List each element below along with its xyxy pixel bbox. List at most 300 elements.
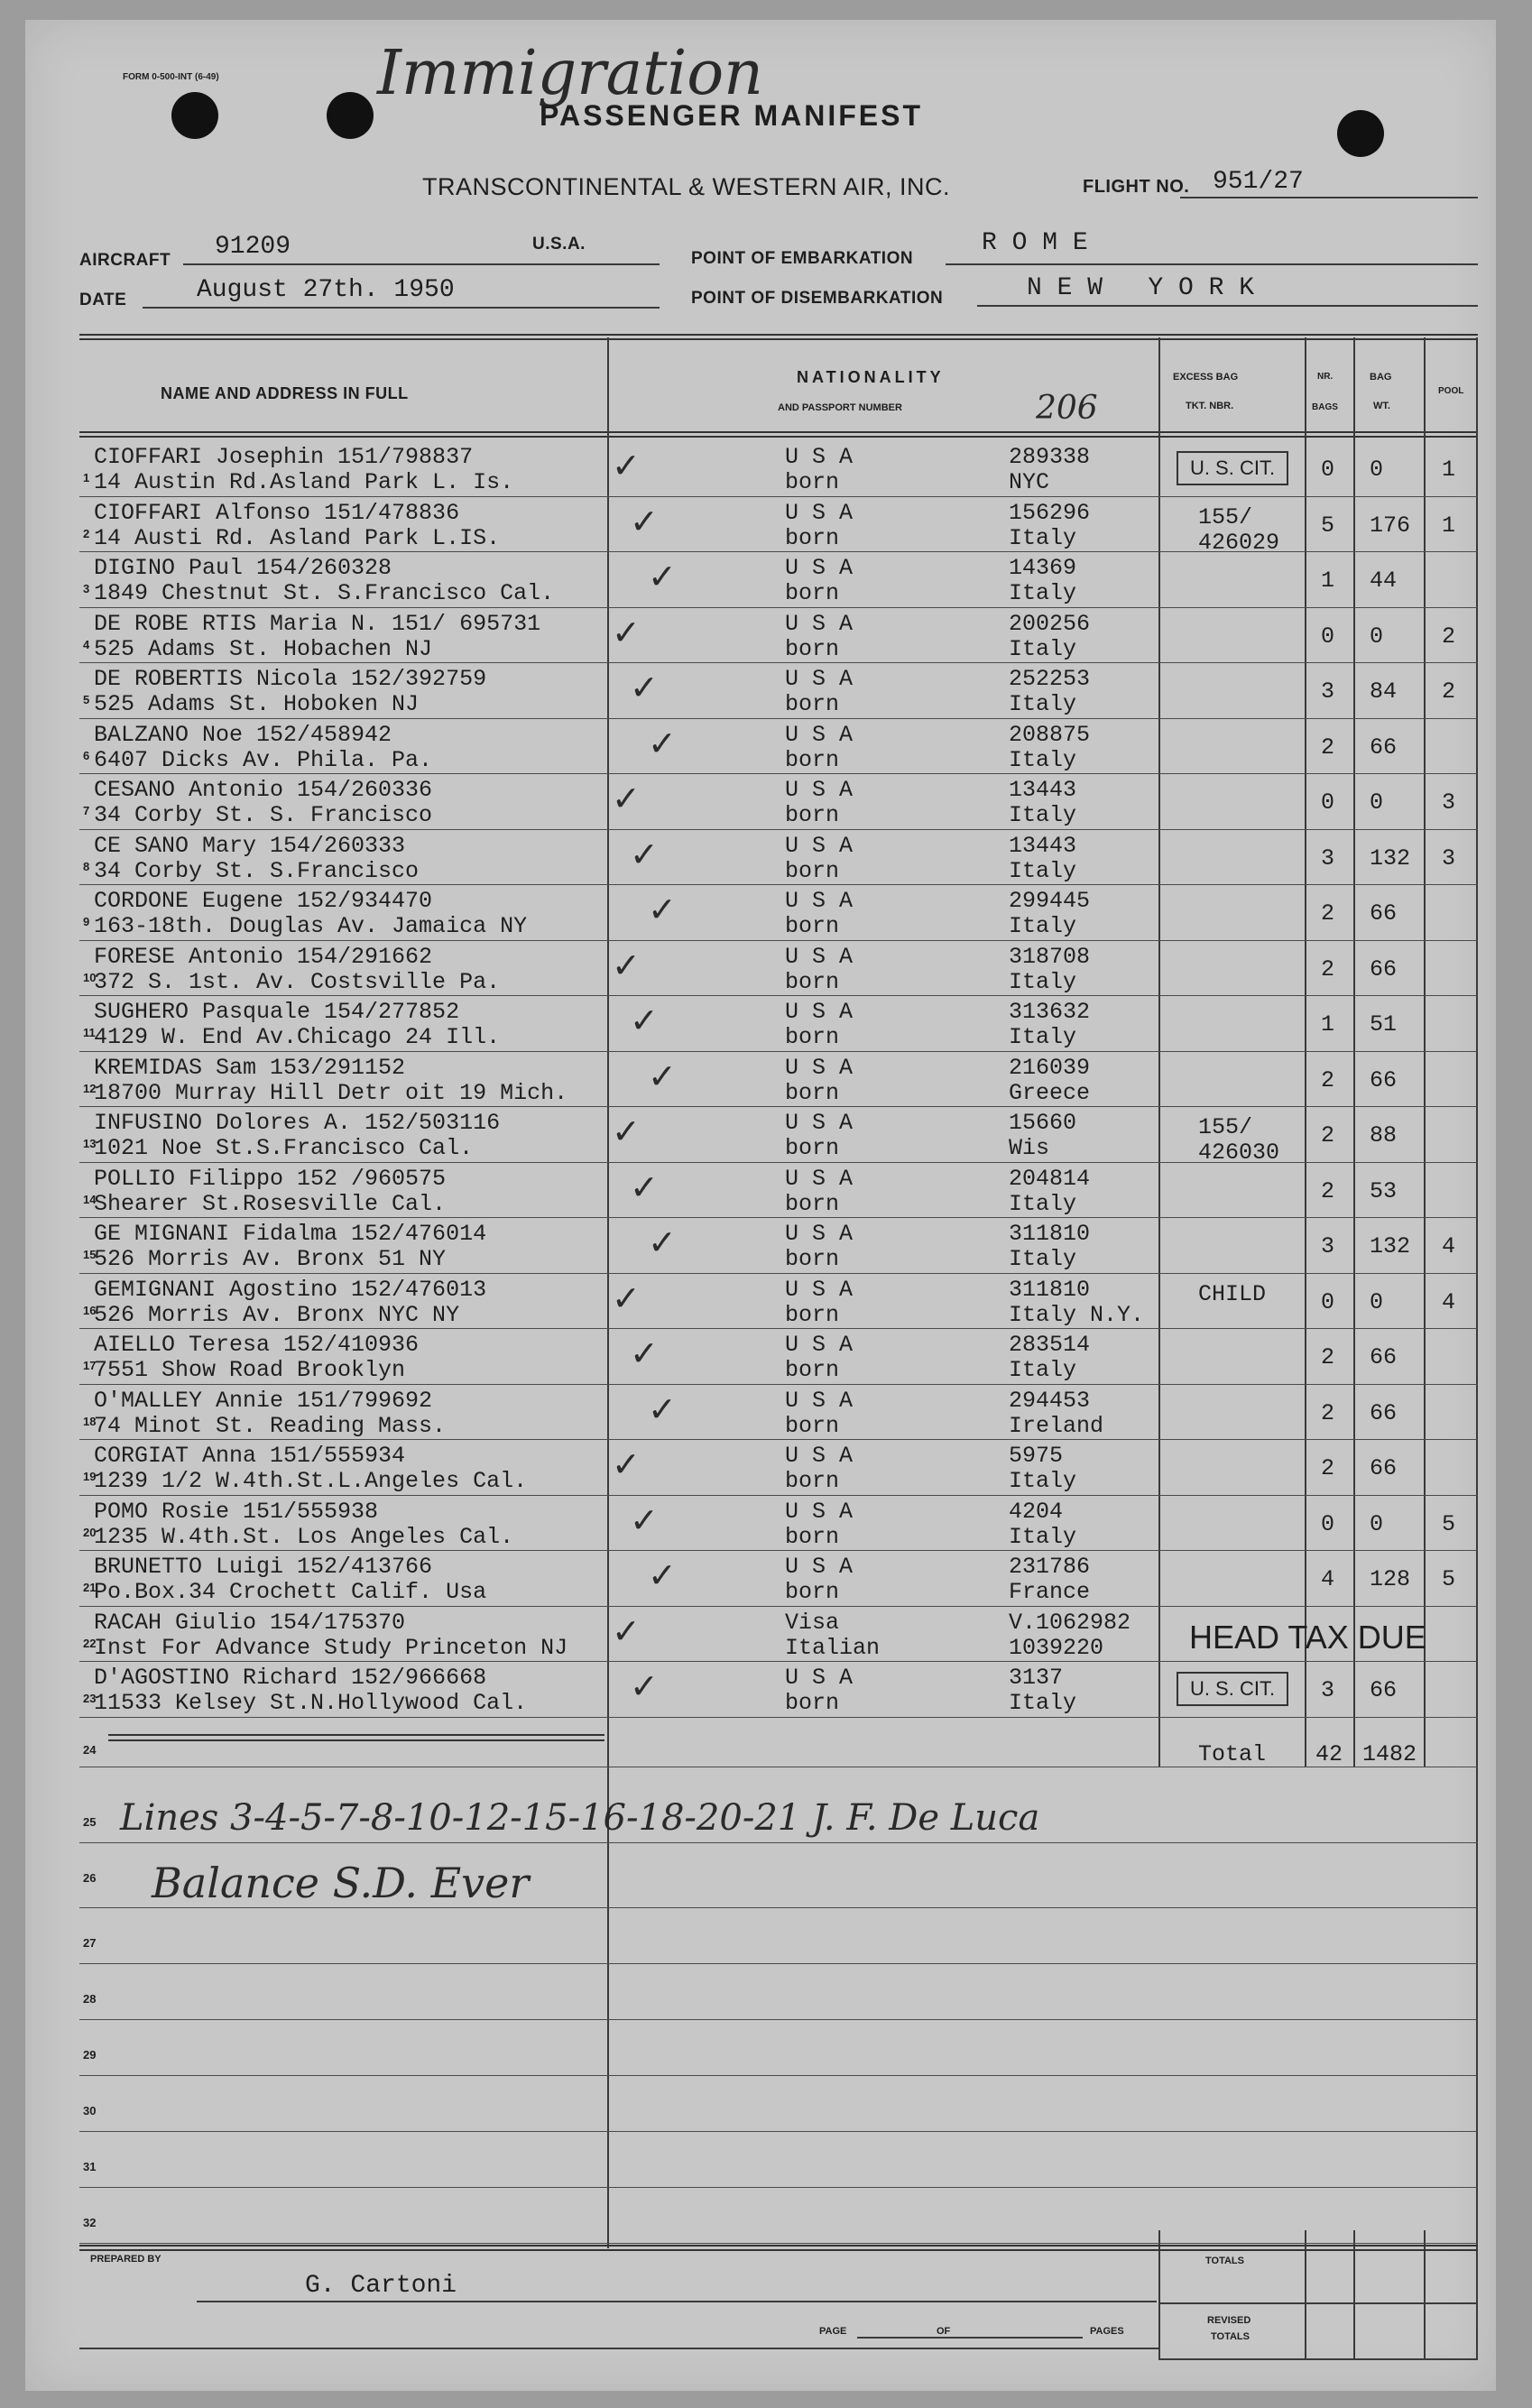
birthplace: Italy — [1009, 746, 1077, 773]
disembarkation-label: POINT OF DISEMBARKATION — [691, 289, 944, 308]
prepared-underline — [197, 2301, 1157, 2302]
line-number: 20 — [83, 1525, 97, 1539]
nationality: U S A — [785, 943, 854, 970]
nationality-detail: born — [785, 1579, 840, 1605]
flight-number: 951/27 — [1213, 168, 1304, 196]
nationality-detail: born — [785, 913, 840, 939]
nationality: U S A — [785, 777, 854, 803]
total-label: Total — [1198, 1741, 1267, 1767]
bag-weight: 128 — [1370, 1566, 1411, 1592]
bag-count: 2 — [1321, 1399, 1335, 1426]
row-divider — [79, 2131, 1478, 2132]
line-number: 16 — [83, 1303, 97, 1317]
passenger-name: SUGHERO Pasquale 154/277852 — [94, 999, 460, 1025]
passport-number: 5975 — [1009, 1443, 1064, 1469]
handwritten-count: 206 — [1036, 390, 1098, 427]
total-weight: 1482 — [1362, 1741, 1417, 1767]
head-tax-stamp: HEAD TAX DUE — [1189, 1618, 1426, 1656]
passport-number: 15660 — [1009, 1110, 1077, 1136]
nationality-detail: born — [785, 635, 840, 662]
row-divider — [79, 1162, 1478, 1163]
handwritten-title: Immigration — [377, 38, 763, 109]
birthplace: Italy — [1009, 1523, 1077, 1550]
passenger-name: BRUNETTO Luigi 152/413766 — [94, 1554, 433, 1580]
line-number: 31 — [83, 2160, 97, 2173]
bag-count: 2 — [1321, 1066, 1335, 1093]
line-number: 10 — [83, 970, 97, 984]
bag-weight: 0 — [1370, 789, 1384, 816]
birthplace: Italy — [1009, 691, 1077, 717]
row-divider — [79, 940, 1478, 941]
nationality-detail: born — [785, 1301, 840, 1328]
checkmark-icon: ✓ — [648, 1224, 677, 1262]
row-divider — [79, 773, 1478, 774]
pool-number: 1 — [1442, 457, 1456, 483]
checkmark-icon: ✓ — [630, 1002, 659, 1040]
checkmark-icon: ✓ — [648, 1557, 677, 1595]
column-header-divider — [79, 431, 1478, 438]
bag-count: 1 — [1321, 1011, 1335, 1038]
nationality-detail: born — [785, 691, 840, 717]
birthplace: Italy — [1009, 968, 1077, 995]
passenger-name: CORDONE Eugene 152/934470 — [94, 888, 433, 914]
passport-number: 208875 — [1009, 721, 1091, 748]
nationality: U S A — [785, 1332, 854, 1358]
row-divider — [79, 1495, 1478, 1496]
checkmark-icon: ✓ — [648, 1390, 677, 1429]
row-line-26 — [79, 1907, 1478, 1908]
disembarkation-underline — [977, 305, 1478, 307]
nationality: U S A — [785, 666, 854, 692]
line-number: 4 — [83, 637, 90, 651]
nationality-detail: born — [785, 1246, 840, 1272]
line-number: 12 — [83, 1081, 97, 1095]
checkmark-icon: ✓ — [612, 1279, 641, 1318]
form-number: FORM 0-500-INT (6-49) — [123, 72, 219, 82]
bag-count: 2 — [1321, 733, 1335, 761]
passenger-name: POMO Rosie 151/555938 — [94, 1498, 379, 1525]
bag-weight: 66 — [1370, 955, 1398, 983]
passenger-address: 372 S. 1st. Av. Costsville Pa. — [94, 968, 501, 995]
passenger-address: 1021 Noe St.S.Francisco Cal. — [94, 1135, 474, 1161]
checkmark-icon: ✓ — [612, 946, 641, 985]
nationality-detail: Italian — [785, 1634, 881, 1661]
birthplace: 1039220 — [1009, 1634, 1104, 1661]
footer-divider — [79, 2245, 1478, 2251]
checkmark-icon: ✓ — [612, 1612, 641, 1651]
passenger-address: 525 Adams St. Hoboken NJ — [94, 691, 420, 717]
nationality: U S A — [785, 444, 854, 470]
row-divider — [79, 1273, 1478, 1274]
passenger-address: 11533 Kelsey St.N.Hollywood Cal. — [94, 1690, 528, 1716]
col-divider-name — [607, 337, 609, 2248]
passport-number: 299445 — [1009, 888, 1091, 914]
bag-weight: 176 — [1370, 512, 1411, 539]
bag-count: 0 — [1321, 789, 1335, 816]
row-divider — [79, 884, 1478, 885]
col-passport: AND PASSPORT NUMBER — [778, 402, 902, 413]
bag-weight: 66 — [1370, 900, 1398, 927]
line-number: 8 — [83, 859, 90, 873]
passenger-name: RACAH Giulio 154/175370 — [94, 1609, 406, 1636]
checkmark-icon: ✓ — [612, 614, 641, 652]
checkmark-icon: ✓ — [630, 1501, 659, 1540]
passenger-address: 526 Morris Av. Bronx 51 NY — [94, 1246, 447, 1272]
nationality-detail: born — [785, 968, 840, 995]
checkmark-icon: ✓ — [630, 1335, 659, 1373]
birthplace: Italy — [1009, 1357, 1077, 1383]
passenger-address: 163-18th. Douglas Av. Jamaica NY — [94, 913, 528, 939]
row-divider — [79, 607, 1478, 608]
col-nr-1: NR. — [1317, 372, 1334, 382]
passport-number: 13443 — [1009, 777, 1077, 803]
pool-number: 2 — [1442, 678, 1456, 705]
bag-count: 2 — [1321, 1122, 1335, 1149]
passport-number: 313632 — [1009, 999, 1091, 1025]
bag-count: 2 — [1321, 1344, 1335, 1370]
nationality: U S A — [785, 1221, 854, 1247]
passenger-name: BALZANO Noe 152/458942 — [94, 721, 392, 748]
passenger-address: 74 Minot St. Reading Mass. — [94, 1412, 447, 1439]
line-number: 2 — [83, 526, 90, 540]
line-number: 30 — [83, 2104, 97, 2117]
checkmark-icon: ✓ — [648, 558, 677, 596]
bag-weight: 66 — [1370, 733, 1398, 761]
handwritten-balance-note: Balance S.D. Ever — [152, 1859, 530, 1907]
total-bags: 42 — [1315, 1741, 1343, 1767]
page-label: PAGE — [819, 2326, 847, 2337]
row-divider — [79, 2075, 1478, 2076]
prepared-by-value: G. Cartoni — [305, 2272, 457, 2300]
aircraft-label: AIRCRAFT — [79, 251, 171, 270]
checkmark-icon: ✓ — [612, 1446, 641, 1484]
pool-number: 3 — [1442, 789, 1456, 816]
manifest-page — [25, 20, 1496, 2391]
nationality: U S A — [785, 1054, 854, 1081]
passenger-name: FORESE Antonio 154/291662 — [94, 943, 433, 970]
passenger-name: CE SANO Mary 154/260333 — [94, 832, 406, 859]
line-number: 5 — [83, 693, 90, 706]
line-number: 24 — [83, 1743, 97, 1757]
line-number: 6 — [83, 748, 90, 762]
row-divider — [79, 662, 1478, 663]
row-line-25 — [79, 1842, 1478, 1843]
struck-entry — [108, 1734, 604, 1741]
col-excess-1: EXCESS BAG — [1173, 372, 1239, 383]
date-label: DATE — [79, 291, 127, 309]
col-name-address: NAME AND ADDRESS IN FULL — [161, 384, 409, 402]
nationality: U S A — [785, 1443, 854, 1469]
passport-number: 14369 — [1009, 555, 1077, 581]
row-divider — [79, 829, 1478, 830]
bag-weight: 0 — [1370, 623, 1384, 650]
nationality-detail: born — [785, 802, 840, 828]
passenger-name: KREMIDAS Sam 153/291152 — [94, 1054, 406, 1081]
nationality-detail: born — [785, 1357, 840, 1383]
line-number: 18 — [83, 1414, 97, 1428]
passport-number: 216039 — [1009, 1054, 1091, 1081]
line-number: 28 — [83, 1992, 97, 2006]
row-divider — [79, 1661, 1478, 1662]
bag-weight: 0 — [1370, 457, 1384, 483]
bag-weight: 51 — [1370, 1011, 1398, 1038]
passenger-name: DE ROBE RTIS Maria N. 151/ 695731 — [94, 610, 541, 637]
line-number: 13 — [83, 1137, 97, 1150]
flight-date: August 27th. 1950 — [197, 276, 455, 304]
bag-weight: 84 — [1370, 678, 1398, 705]
nationality: U S A — [785, 610, 854, 637]
passenger-address: 7551 Show Road Brooklyn — [94, 1357, 406, 1383]
birthplace: Italy — [1009, 1468, 1077, 1494]
nationality-detail: born — [785, 1135, 840, 1161]
bag-weight: 132 — [1370, 844, 1411, 872]
bag-weight: 0 — [1370, 1510, 1384, 1537]
nationality: U S A — [785, 555, 854, 581]
passport-number: 13443 — [1009, 832, 1077, 859]
nationality-detail: born — [785, 857, 840, 884]
row-divider — [79, 2019, 1478, 2020]
passenger-name: AIELLO Teresa 152/410936 — [94, 1332, 420, 1358]
line-number: 3 — [83, 582, 90, 595]
passenger-name: GEMIGNANI Agostino 152/476013 — [94, 1276, 487, 1303]
bag-count: 3 — [1321, 678, 1335, 705]
nationality-detail: born — [785, 1079, 840, 1106]
passport-number: 289338 — [1009, 444, 1091, 470]
checkmark-icon: ✓ — [630, 503, 659, 541]
nationality: U S A — [785, 1110, 854, 1136]
bag-count: 1 — [1321, 567, 1335, 594]
handwritten-lines-note: Lines 3-4-5-7-8-10-12-15-16-18-20-21 J. F. De Luca — [120, 1797, 1040, 1839]
prepared-by-label: PREPARED BY — [90, 2254, 162, 2265]
embarkation-value: R O M E — [982, 229, 1088, 257]
passenger-address: 4129 W. End Av.Chicago 24 Ill. — [94, 1024, 501, 1050]
passenger-address: Inst For Advance Study Princeton NJ — [94, 1634, 568, 1661]
bag-count: 2 — [1321, 955, 1335, 983]
bag-count: 2 — [1321, 900, 1335, 927]
col-wt-1: BAG — [1370, 372, 1392, 383]
birthplace: NYC — [1009, 469, 1050, 495]
passport-number: 156296 — [1009, 499, 1091, 526]
excess-ticket: 155/ 426030 — [1198, 1114, 1280, 1166]
bag-count: 0 — [1321, 1288, 1335, 1315]
nationality: U S A — [785, 832, 854, 859]
bag-count: 3 — [1321, 1677, 1335, 1703]
passport-number: 200256 — [1009, 610, 1091, 637]
row-divider — [79, 1439, 1478, 1440]
pool-number: 1 — [1442, 512, 1456, 539]
embarkation-underline — [946, 263, 1478, 265]
passenger-address: 526 Morris Av. Bronx NYC NY — [94, 1301, 460, 1328]
passport-number: 311810 — [1009, 1276, 1091, 1303]
bag-count: 0 — [1321, 623, 1335, 650]
row-divider — [79, 1717, 1478, 1718]
passenger-name: D'AGOSTINO Richard 152/966668 — [94, 1665, 487, 1691]
bag-weight: 66 — [1370, 1399, 1398, 1426]
passenger-address: 525 Adams St. Hobachen NJ — [94, 635, 433, 662]
nationality-detail: born — [785, 1024, 840, 1050]
passenger-address: 1239 1/2 W.4th.St.L.Angeles Cal. — [94, 1468, 528, 1494]
checkmark-icon: ✓ — [648, 1057, 677, 1096]
passenger-address: 14 Austi Rd. Asland Park L.IS. — [94, 524, 501, 551]
bottom-underline — [79, 2348, 1158, 2349]
nationality-detail: born — [785, 746, 840, 773]
passenger-address: Po.Box.34 Crochett Calif. Usa — [94, 1579, 487, 1605]
bag-weight: 66 — [1370, 1066, 1398, 1093]
checkmark-icon: ✓ — [612, 447, 641, 485]
line-number: 11 — [83, 1026, 96, 1039]
nationality: U S A — [785, 888, 854, 914]
birthplace: Italy — [1009, 1024, 1077, 1050]
row-divider — [79, 2187, 1478, 2188]
passenger-name: GE MIGNANI Fidalma 152/476014 — [94, 1221, 487, 1247]
passenger-address: 1849 Chestnut St. S.Francisco Cal. — [94, 580, 555, 606]
col-excess-2: TKT. NBR. — [1186, 401, 1234, 411]
bag-weight: 88 — [1370, 1122, 1398, 1149]
aircraft-underline — [183, 263, 660, 265]
passport-number: 318708 — [1009, 943, 1091, 970]
passenger-name: DE ROBERTIS Nicola 152/392759 — [94, 666, 487, 692]
col-nationality: NATIONALITY — [797, 368, 945, 386]
disembarkation-value: N E W Y O R K — [1027, 274, 1255, 302]
punch-hole-right — [1337, 110, 1384, 157]
bag-weight: 66 — [1370, 1344, 1398, 1370]
row-divider — [79, 551, 1478, 552]
line-number: 7 — [83, 804, 90, 817]
nationality: U S A — [785, 999, 854, 1025]
bag-count: 0 — [1321, 1510, 1335, 1537]
nationality: U S A — [785, 499, 854, 526]
passenger-address: 14 Austin Rd.Asland Park L. Is. — [94, 469, 514, 495]
bag-count: 2 — [1321, 1177, 1335, 1204]
nationality: U S A — [785, 1498, 854, 1525]
birthplace: Italy — [1009, 580, 1077, 606]
checkmark-icon: ✓ — [630, 669, 659, 707]
row-divider — [79, 1384, 1478, 1385]
page-underline — [857, 2337, 1083, 2339]
punch-hole-center — [327, 92, 374, 139]
us-citizen-stamp: U. S. CIT. — [1177, 451, 1288, 485]
row-divider — [79, 995, 1478, 996]
passenger-name: INFUSINO Dolores A. 152/503116 — [94, 1110, 501, 1136]
passport-number: 231786 — [1009, 1554, 1091, 1580]
birthplace: Italy — [1009, 1190, 1077, 1217]
bag-weight: 0 — [1370, 1288, 1384, 1315]
excess-ticket: 155/ 426029 — [1198, 503, 1280, 556]
excess-ticket: CHILD — [1198, 1280, 1267, 1307]
line-number: 25 — [83, 1815, 97, 1829]
nationality: U S A — [785, 1276, 854, 1303]
checkmark-icon: ✓ — [648, 891, 677, 929]
nationality: U S A — [785, 721, 854, 748]
line-number: 19 — [83, 1470, 97, 1483]
row-divider — [79, 1606, 1478, 1607]
birthplace: Italy — [1009, 857, 1077, 884]
birthplace: Italy — [1009, 1690, 1077, 1716]
row-divider — [79, 718, 1478, 719]
row-divider — [79, 1328, 1478, 1329]
date-underline — [143, 307, 660, 309]
pages-label: PAGES — [1090, 2326, 1124, 2337]
passenger-name: O'MALLEY Annie 151/799692 — [94, 1387, 433, 1414]
row-divider — [79, 2243, 1478, 2244]
passenger-address: 1235 W.4th.St. Los Angeles Cal. — [94, 1523, 514, 1550]
birthplace: Italy N.Y. — [1009, 1301, 1145, 1328]
nationality-detail: born — [785, 469, 840, 495]
col-wt-2: WT. — [1373, 401, 1390, 411]
passenger-name: CESANO Antonio 154/260336 — [94, 777, 433, 803]
nationality-detail: born — [785, 1690, 840, 1716]
passenger-name: CIOFFARI Josephin 151/798837 — [94, 444, 474, 470]
passenger-name: CORGIAT Anna 151/555934 — [94, 1443, 406, 1469]
pool-number: 4 — [1442, 1233, 1456, 1259]
checkmark-icon: ✓ — [630, 835, 659, 874]
bag-weight: 53 — [1370, 1177, 1398, 1204]
header-divider — [79, 334, 1478, 340]
checkmark-icon: ✓ — [648, 724, 677, 763]
pool-number: 4 — [1442, 1288, 1456, 1315]
birthplace: Wis — [1009, 1135, 1050, 1161]
bag-count: 2 — [1321, 1455, 1335, 1481]
line-number: 14 — [83, 1192, 97, 1206]
bag-weight: 66 — [1370, 1677, 1398, 1703]
passenger-name: DIGINO Paul 154/260328 — [94, 555, 392, 581]
line-number: 22 — [83, 1636, 97, 1650]
line-number: 29 — [83, 2048, 97, 2062]
manifest-title: PASSENGER MANIFEST — [540, 99, 923, 132]
passport-number: 4204 — [1009, 1498, 1064, 1525]
pool-number: 5 — [1442, 1566, 1456, 1592]
nationality-detail: born — [785, 1468, 840, 1494]
checkmark-icon: ✓ — [612, 780, 641, 818]
line-number: 1 — [83, 471, 90, 484]
row-divider — [79, 1217, 1478, 1218]
company-name: TRANSCONTINENTAL & WESTERN AIR, INC. — [422, 173, 951, 200]
passenger-name: CIOFFARI Alfonso 151/478836 — [94, 499, 460, 526]
of-label: OF — [937, 2326, 951, 2337]
nationality: U S A — [785, 1665, 854, 1691]
passenger-address: 18700 Murray Hill Detr oit 19 Mich. — [94, 1079, 568, 1106]
passenger-address: 34 Corby St. S. Francisco — [94, 802, 433, 828]
pool-number: 5 — [1442, 1510, 1456, 1537]
birthplace: Ireland — [1009, 1412, 1104, 1439]
passenger-address: 6407 Dicks Av. Phila. Pa. — [94, 746, 433, 773]
aircraft-number: 91209 — [215, 233, 291, 261]
passport-number: 294453 — [1009, 1387, 1091, 1414]
passport-number: 311810 — [1009, 1221, 1091, 1247]
birthplace: Italy — [1009, 802, 1077, 828]
pool-number: 2 — [1442, 623, 1456, 650]
birthplace: Greece — [1009, 1079, 1091, 1106]
totals-line — [1158, 2302, 1476, 2304]
row-divider — [79, 1550, 1478, 1551]
row-divider — [79, 496, 1478, 497]
nationality: U S A — [785, 1165, 854, 1192]
nationality: Visa — [785, 1609, 840, 1636]
birthplace: France — [1009, 1579, 1091, 1605]
nationality-detail: born — [785, 1523, 840, 1550]
bag-weight: 132 — [1370, 1233, 1411, 1259]
nationality-detail: born — [785, 580, 840, 606]
passport-number: 204814 — [1009, 1165, 1091, 1192]
nationality-detail: born — [785, 1412, 840, 1439]
bag-count: 5 — [1321, 512, 1335, 539]
col-divider-right — [1476, 337, 1478, 2360]
flight-label: FLIGHT NO. — [1083, 177, 1190, 197]
revised-line — [1158, 2358, 1476, 2360]
nationality: U S A — [785, 1387, 854, 1414]
nationality-detail: born — [785, 524, 840, 551]
bag-count: 4 — [1321, 1566, 1335, 1592]
